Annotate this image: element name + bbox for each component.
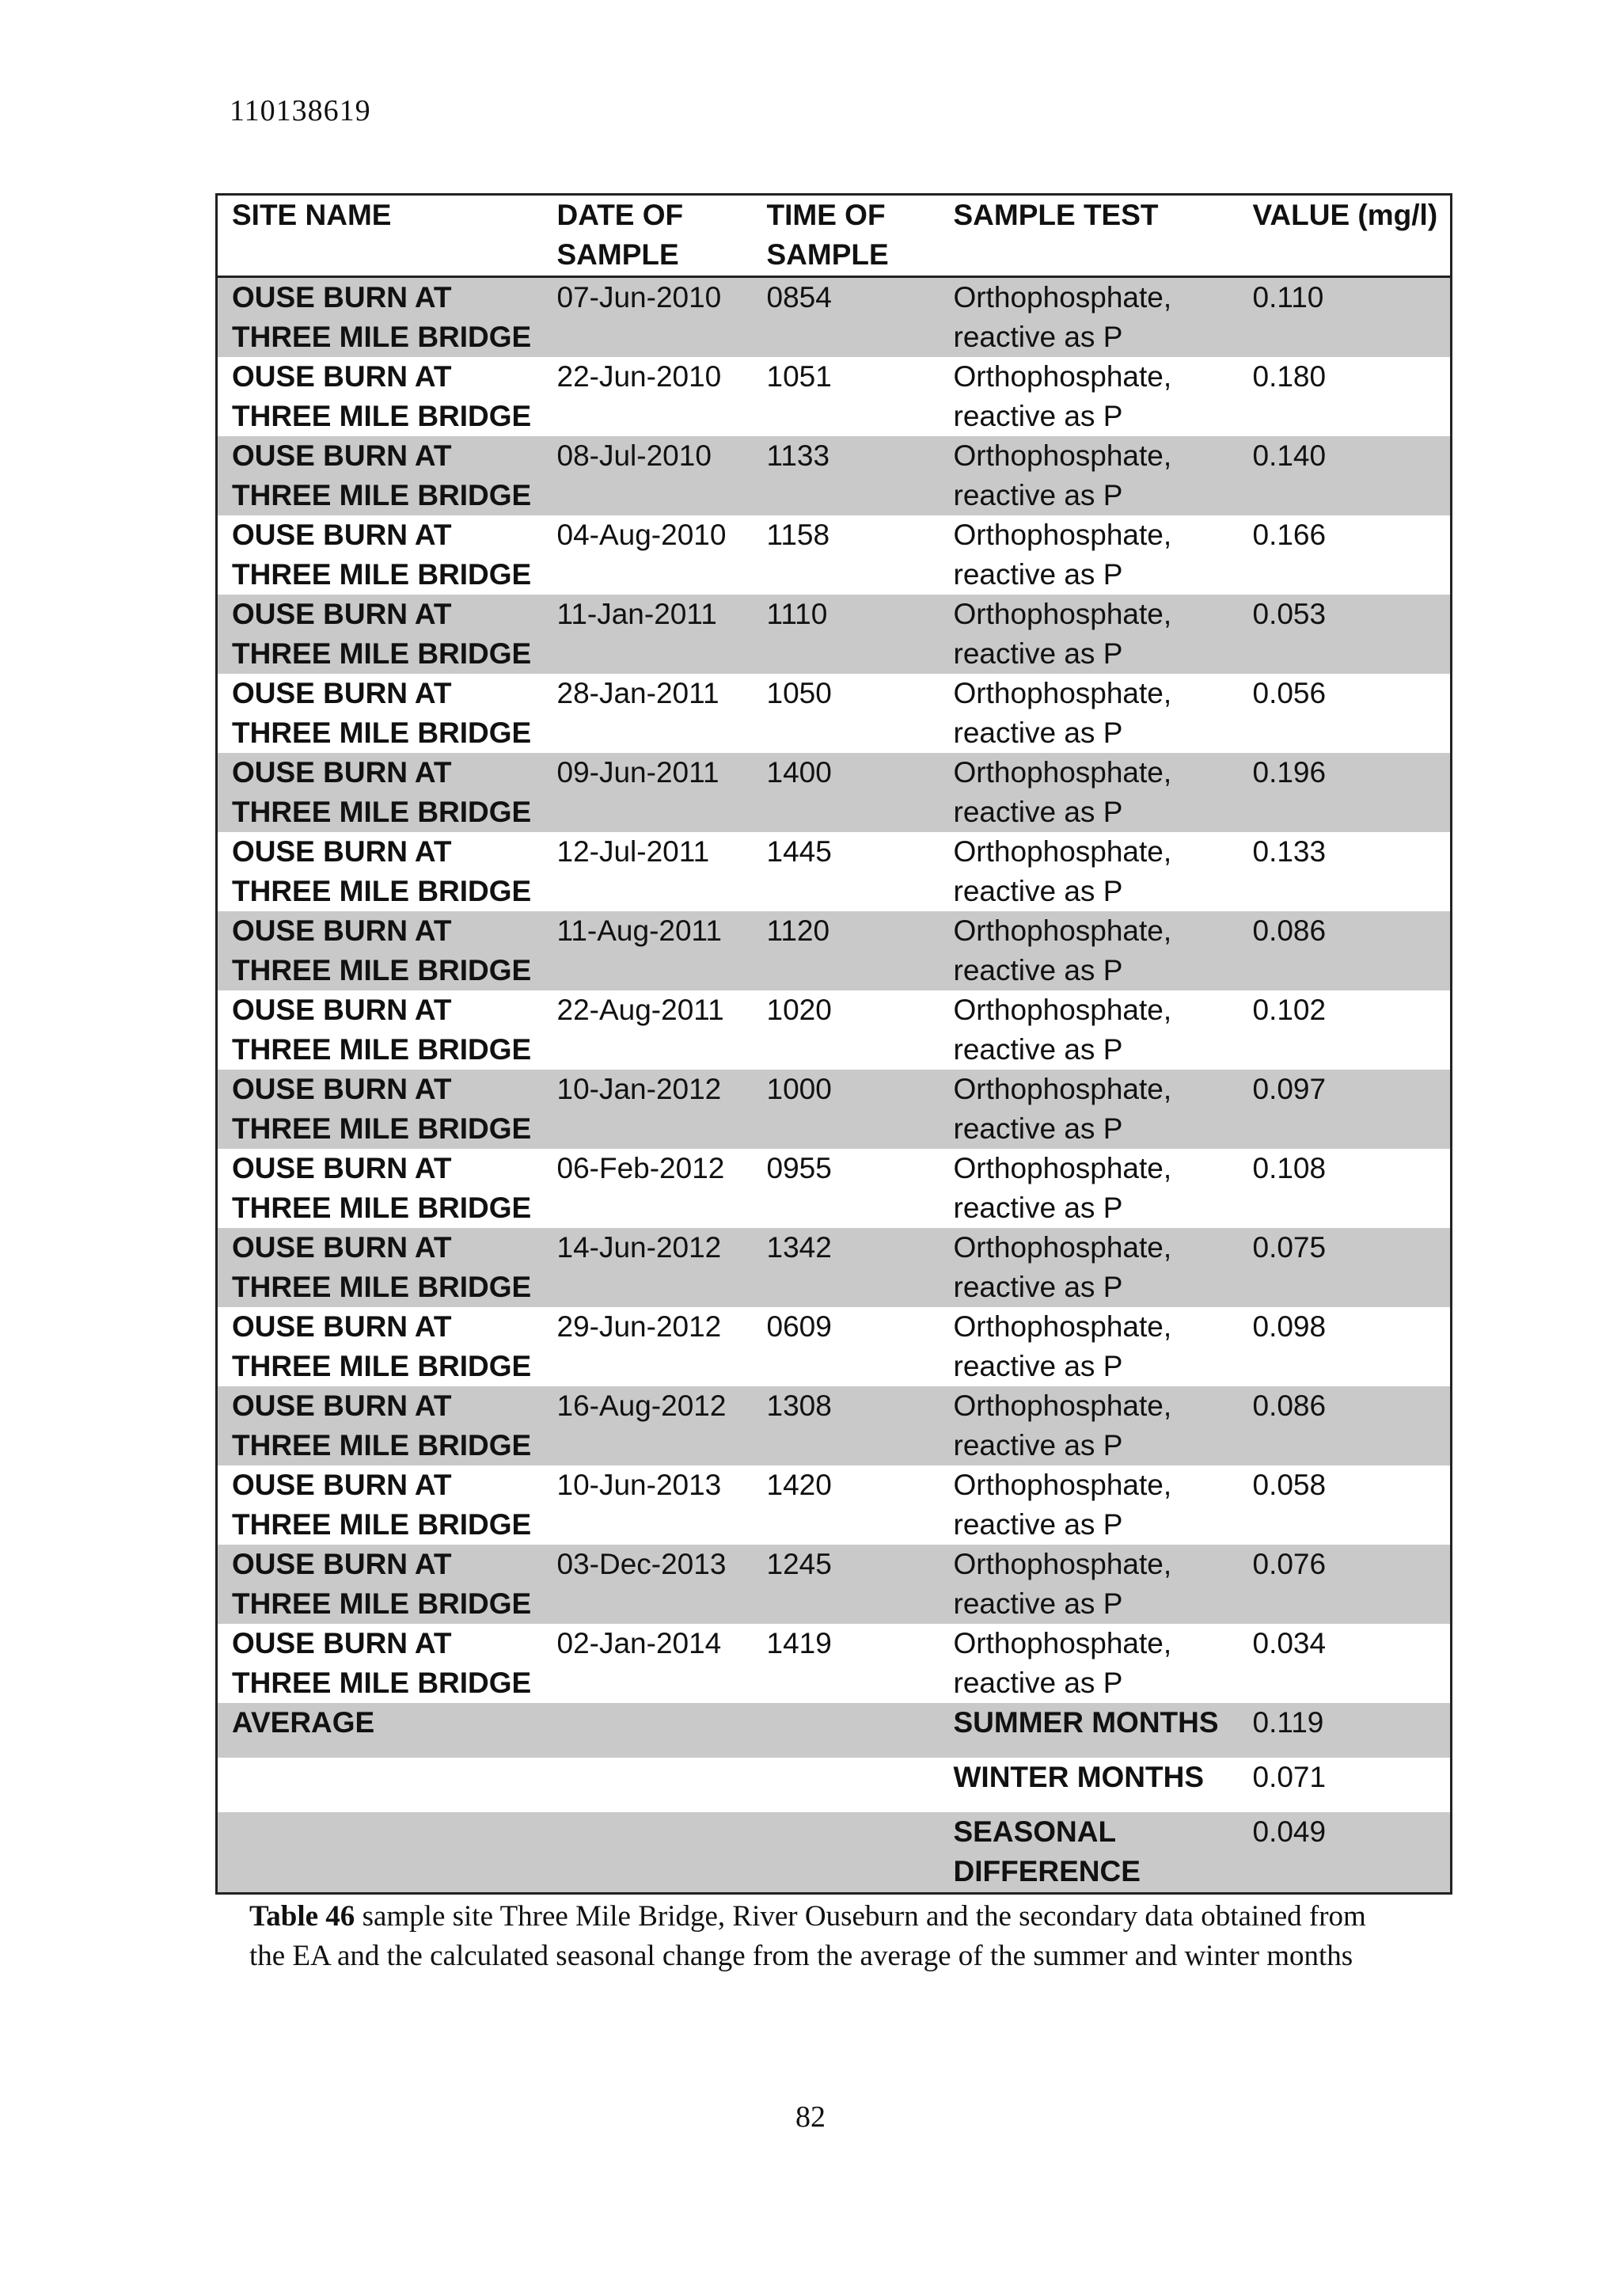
value-cell: 0.110 <box>1239 277 1452 358</box>
time-cell: 1420 <box>766 1469 832 1501</box>
site-name-cell: OUSE BURN AT THREE MILE BRIDGE <box>232 360 532 432</box>
time-cell: 0609 <box>766 1310 832 1343</box>
time-cell: 1120 <box>753 911 940 990</box>
blank-cell <box>217 1812 940 1894</box>
sample-test-cell: Orthophosphate, reactive as P <box>953 835 1172 907</box>
table-row <box>217 1465 1452 1545</box>
value-cell: 0.166 <box>1252 519 1327 551</box>
table-caption <box>249 1897 1405 1976</box>
winter-months-label: WINTER MONTHS <box>940 1758 1239 1812</box>
sample-test-cell: Orthophosphate, reactive as P <box>953 360 1172 432</box>
time-cell: 1000 <box>753 1070 940 1149</box>
value-cell: 0.086 <box>1239 911 1452 990</box>
sample-test-cell: Orthophosphate, reactive as P <box>953 519 1172 591</box>
table-row <box>217 674 1452 753</box>
seasonal-difference-row <box>217 1812 1452 1894</box>
date-cell: 29-Jun-2012 <box>556 1310 722 1343</box>
time-cell: 0955 <box>766 1152 832 1184</box>
seasonal-difference-label: SEASONAL DIFFERENCE <box>940 1812 1239 1894</box>
table-row <box>217 1307 1452 1386</box>
site-name-cell: OUSE BURN AT THREE MILE BRIDGE <box>232 1310 532 1382</box>
site-name-cell: OUSE BURN AT THREE MILE BRIDGE <box>217 436 543 515</box>
value-cell: 0.133 <box>1252 835 1327 868</box>
time-cell: 0854 <box>753 277 940 358</box>
date-cell: 04-Aug-2010 <box>556 519 727 551</box>
table-row <box>217 832 1452 911</box>
table-body <box>217 277 1452 1894</box>
table-row <box>217 1624 1452 1703</box>
table-row <box>217 436 1452 515</box>
date-cell: 07-Jun-2010 <box>543 277 753 358</box>
winter-months-value: 0.071 <box>1239 1758 1452 1812</box>
time-cell: 1133 <box>753 436 940 515</box>
table-header <box>217 195 1452 277</box>
site-name-cell: OUSE BURN AT THREE MILE BRIDGE <box>217 911 543 990</box>
time-cell: 1308 <box>753 1386 940 1465</box>
column-header-date: DATE OF SAMPLE <box>543 195 753 277</box>
sample-test-cell: Orthophosphate, reactive as P <box>940 1070 1239 1149</box>
sample-test-cell: Orthophosphate, reactive as P <box>953 1469 1172 1541</box>
value-cell: 0.097 <box>1239 1070 1452 1149</box>
time-cell: 1445 <box>766 835 832 868</box>
site-name-cell: OUSE BURN AT THREE MILE BRIDGE <box>217 277 543 358</box>
sample-test-cell: Orthophosphate, reactive as P <box>940 277 1239 358</box>
date-cell: 06-Feb-2012 <box>556 1152 725 1184</box>
site-name-cell: OUSE BURN AT THREE MILE BRIDGE <box>217 1386 543 1465</box>
seasonal-difference-value: 0.049 <box>1239 1812 1452 1894</box>
value-cell: 0.098 <box>1252 1310 1327 1343</box>
value-cell: 0.196 <box>1239 753 1452 832</box>
table-row <box>217 1070 1452 1149</box>
column-header-site-name: SITE NAME <box>217 195 543 277</box>
date-cell: 28-Jan-2011 <box>556 677 719 709</box>
column-header-time: TIME OF SAMPLE <box>753 195 940 277</box>
site-name-cell: OUSE BURN AT THREE MILE BRIDGE <box>217 595 543 674</box>
sample-table-container <box>215 193 1450 1895</box>
table-row <box>217 990 1452 1070</box>
time-cell: 1050 <box>766 677 832 709</box>
date-cell: 08-Jul-2010 <box>543 436 753 515</box>
sample-test-cell: Orthophosphate, reactive as P <box>953 1152 1172 1224</box>
value-cell: 0.108 <box>1252 1152 1327 1184</box>
summer-months-value: 0.119 <box>1239 1703 1452 1758</box>
site-name-cell: OUSE BURN AT THREE MILE BRIDGE <box>232 1152 532 1224</box>
table-row <box>217 595 1452 674</box>
time-cell: 1051 <box>766 360 832 393</box>
blank-cell <box>217 1758 940 1812</box>
site-name-cell: OUSE BURN AT THREE MILE BRIDGE <box>217 1228 543 1307</box>
site-name-cell: OUSE BURN AT THREE MILE BRIDGE <box>217 753 543 832</box>
sample-test-cell: Orthophosphate, reactive as P <box>940 595 1239 674</box>
value-cell: 0.056 <box>1252 677 1327 709</box>
site-name-cell: OUSE BURN AT THREE MILE BRIDGE <box>232 1469 532 1541</box>
date-cell: 12-Jul-2011 <box>556 835 710 868</box>
sample-test-cell: Orthophosphate, reactive as P <box>940 753 1239 832</box>
caption-text: sample site Three Mile Bridge, River Ouseburn and the secondary data obtained from the EA and the calculated seasonal change from the average of the summer and winter months <box>249 1900 1366 1972</box>
date-cell: 10-Jun-2013 <box>556 1469 722 1501</box>
winter-row <box>217 1758 1452 1812</box>
table-row <box>217 753 1452 832</box>
date-cell: 22-Aug-2011 <box>556 994 724 1026</box>
time-cell: 1245 <box>753 1545 940 1624</box>
column-header-value: VALUE (mg/l) <box>1239 195 1452 277</box>
table-row <box>217 911 1452 990</box>
time-cell: 1158 <box>766 519 830 551</box>
summer-months-label: SUMMER MONTHS <box>940 1703 1239 1758</box>
date-cell: 16-Aug-2012 <box>543 1386 753 1465</box>
date-cell: 22-Jun-2010 <box>556 360 722 393</box>
caption-label: Table 46 <box>249 1900 355 1933</box>
date-cell: 14-Jun-2012 <box>543 1228 753 1307</box>
site-name-cell: OUSE BURN AT THREE MILE BRIDGE <box>232 677 532 749</box>
value-cell: 0.140 <box>1239 436 1452 515</box>
table-row <box>217 357 1452 436</box>
average-summer-row <box>217 1703 1452 1758</box>
sample-test-cell: Orthophosphate, reactive as P <box>940 1228 1239 1307</box>
sample-test-cell: Orthophosphate, reactive as P <box>953 994 1172 1066</box>
date-cell: 02-Jan-2014 <box>556 1627 722 1659</box>
time-cell: 1342 <box>753 1228 940 1307</box>
sample-test-cell: Orthophosphate, reactive as P <box>953 677 1172 749</box>
table-row <box>217 1149 1452 1228</box>
table-row <box>217 1545 1452 1624</box>
value-cell: 0.053 <box>1239 595 1452 674</box>
date-cell: 03-Dec-2013 <box>543 1545 753 1624</box>
date-cell: 09-Jun-2011 <box>543 753 753 832</box>
site-name-cell: OUSE BURN AT THREE MILE BRIDGE <box>232 994 532 1066</box>
sample-table <box>215 193 1452 1895</box>
sample-test-cell: Orthophosphate, reactive as P <box>940 1545 1239 1624</box>
value-cell: 0.058 <box>1252 1469 1327 1501</box>
sample-test-cell: Orthophosphate, reactive as P <box>953 1627 1172 1699</box>
value-cell: 0.086 <box>1239 1386 1452 1465</box>
average-label: AVERAGE <box>217 1703 940 1758</box>
sample-test-cell: Orthophosphate, reactive as P <box>940 911 1239 990</box>
sample-test-cell: Orthophosphate, reactive as P <box>940 1386 1239 1465</box>
sample-test-cell: Orthophosphate, reactive as P <box>953 1310 1172 1382</box>
date-cell: 11-Aug-2011 <box>543 911 753 990</box>
site-name-cell: OUSE BURN AT THREE MILE BRIDGE <box>232 835 532 907</box>
value-cell: 0.180 <box>1252 360 1327 393</box>
site-name-cell: OUSE BURN AT THREE MILE BRIDGE <box>232 1627 532 1699</box>
time-cell: 1419 <box>766 1627 832 1659</box>
date-cell: 11-Jan-2011 <box>543 595 753 674</box>
time-cell: 1110 <box>753 595 940 674</box>
site-name-cell: OUSE BURN AT THREE MILE BRIDGE <box>232 519 532 591</box>
column-header-sample-test: SAMPLE TEST <box>940 195 1239 277</box>
value-cell: 0.034 <box>1252 1627 1327 1659</box>
table-row <box>217 515 1452 595</box>
value-cell: 0.075 <box>1239 1228 1452 1307</box>
site-name-cell: OUSE BURN AT THREE MILE BRIDGE <box>217 1070 543 1149</box>
page-number: 82 <box>795 2100 826 2134</box>
date-cell: 10-Jan-2012 <box>543 1070 753 1149</box>
value-cell: 0.102 <box>1252 994 1327 1026</box>
time-cell: 1400 <box>753 753 940 832</box>
time-cell: 1020 <box>766 994 832 1026</box>
table-row <box>217 277 1452 358</box>
table-row <box>217 1386 1452 1465</box>
table-row <box>217 1228 1452 1307</box>
value-cell: 0.076 <box>1239 1545 1452 1624</box>
site-name-cell: OUSE BURN AT THREE MILE BRIDGE <box>217 1545 543 1624</box>
sample-test-cell: Orthophosphate, reactive as P <box>940 436 1239 515</box>
document-id: 110138619 <box>230 94 371 127</box>
